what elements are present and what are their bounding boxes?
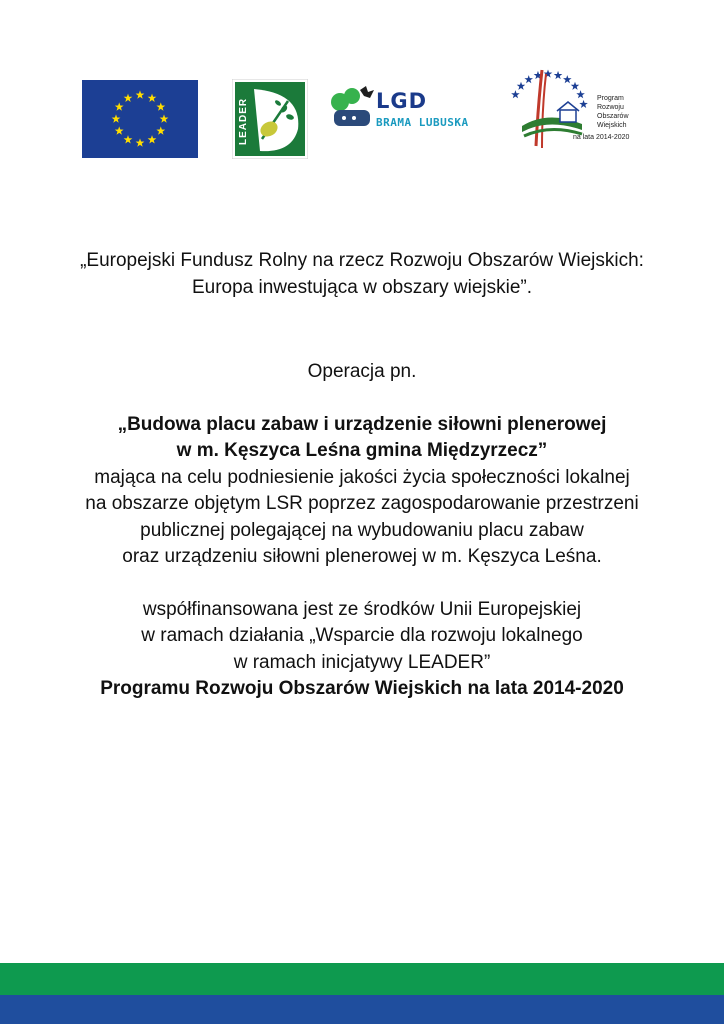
fin-line: w ramach działania „Wsparcie dla rozwoju lokalnego [141, 625, 583, 646]
desc-line: publicznej polegającej na wybudowaniu placu zabaw [140, 519, 584, 541]
lgd-emblem-icon [330, 84, 376, 140]
prow-star-icon [579, 100, 588, 108]
prow-star-icon [571, 82, 580, 90]
leader-logo-text: LEADER [238, 97, 249, 145]
prow-line: Obszarów [597, 113, 629, 120]
fin-line-program: Programu Rozwoju Obszarów Wiejskich na lata 2014-2020 [100, 678, 624, 699]
prow-star-icon [576, 90, 585, 98]
fund-line: „Europejski Fundusz Rolny na rzecz Rozwoju Obszarów Wiejskich: [80, 250, 644, 271]
fund-name [30, 248, 694, 301]
financing-statement [30, 597, 694, 703]
prow-years: na lata 2014-2020 [573, 134, 630, 141]
desc-line: oraz urządzeniu siłowni plenerowej w m. Kęszyca Leśna. [122, 546, 602, 567]
operation-description [30, 465, 694, 571]
prow-line: Wiejskich [597, 122, 627, 129]
lgd-subtitle: BRAMA LUBUSKA [376, 116, 469, 129]
logo-strip [0, 66, 724, 166]
prow-star-icon [563, 75, 572, 83]
lgd-title: LGD [376, 89, 428, 113]
prow-name [597, 94, 629, 130]
desc-line: mająca na celu podniesienie jakości życia społeczności lokalnej [94, 466, 630, 488]
green-footer-band [0, 963, 724, 995]
prow-line: Program [597, 95, 624, 102]
blue-footer-band [0, 995, 724, 1024]
title-line: „Budowa placu zabaw i urządzenie siłowni plenerowej [117, 413, 607, 435]
prow-emblem-icon [502, 66, 597, 156]
notice-body [30, 248, 694, 703]
prow-line: Rozwoju [597, 104, 624, 111]
prow-star-icon [511, 90, 520, 98]
operation-label: Operacja pn. [307, 361, 417, 382]
lgd-brama-lubuska-logo [330, 84, 480, 140]
title-line: w m. Kęszyca Leśna gmina Międzyrzecz” [176, 440, 548, 461]
prow-star-icon [554, 71, 563, 79]
prow-logo [502, 66, 642, 156]
fin-line: w ramach inicjatywy LEADER” [233, 651, 491, 673]
prow-star-icon [517, 82, 526, 90]
fin-line: współfinansowana jest ze środków Unii Europejskiej [142, 598, 582, 620]
eu-flag-logo [82, 80, 198, 158]
fund-line: Europa inwestująca w obszary wiejskie”. [191, 276, 533, 298]
leader-logo [232, 79, 308, 159]
prow-star-icon [524, 75, 533, 83]
operation-title [30, 412, 694, 465]
desc-line: na obszarze objętym LSR poprzez zagospodarowanie przestrzeni [85, 493, 639, 514]
